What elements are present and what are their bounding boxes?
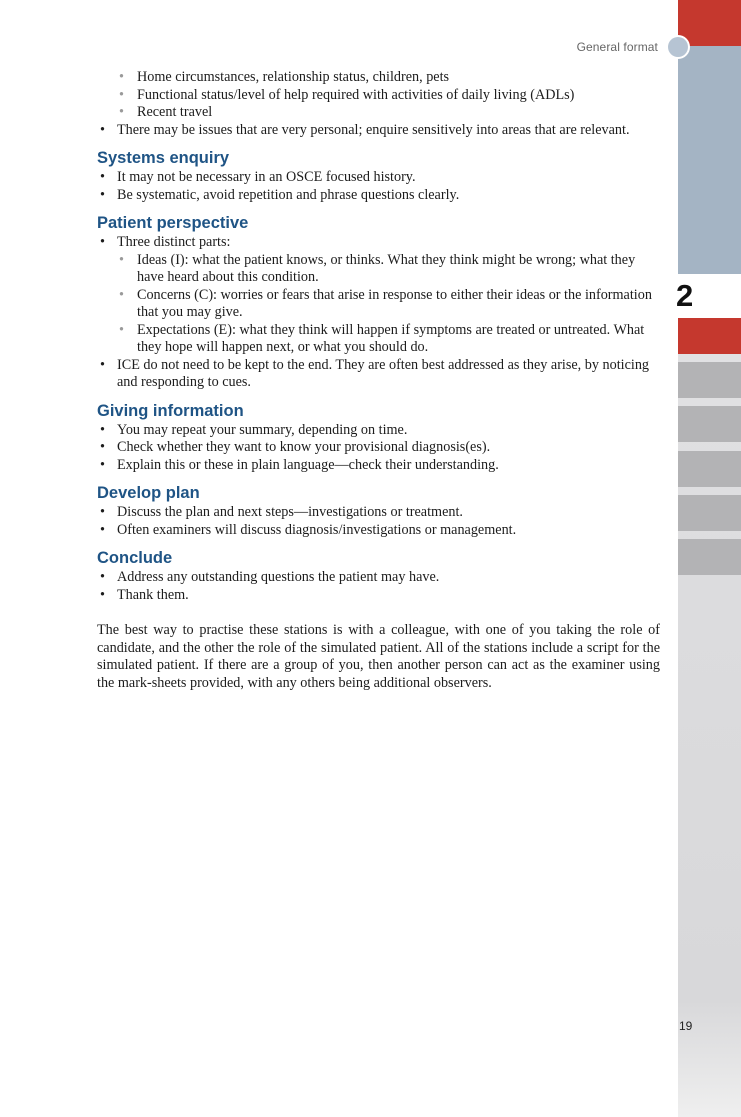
section-heading: Patient perspective [97, 214, 249, 232]
section-heading: Systems enquiry [97, 149, 230, 167]
list-item: • Be systematic, avoid repetition and phrase questions clearly. [97, 187, 660, 205]
page-number: 19 [679, 1019, 693, 1033]
section-heading: Giving information [97, 401, 244, 420]
main-content [97, 69, 660, 707]
list-item: • ICE do not need to be kept to the end. They are often best addressed as they arise, by noticing and responding to cues. [97, 357, 660, 392]
list-item: • Explain this or these in plain language—check their understanding. [97, 457, 660, 475]
list-item: • You may repeat your summary, depending on time. [97, 422, 660, 440]
section-heading: Conclude [97, 549, 173, 567]
header-dot-icon [668, 37, 688, 57]
chapter-number: 2 [676, 278, 694, 313]
patient-perspective-list [97, 234, 660, 392]
list-item: • Concerns (C): worries or fears that arise in response to either their ideas or the information that you may give. [97, 287, 660, 322]
list-item: • Ideas (I): what the patient knows, or thinks. What they think might be wrong; what they have heard about this condition. [97, 252, 660, 287]
conclude-list [97, 569, 660, 604]
list-item: • Functional status/level of help required with activities of daily living (ADLs) [97, 87, 660, 105]
thumb-tab-grey [678, 362, 741, 398]
list-item: • Home circumstances, relationship status, children, pets [97, 69, 660, 87]
thumb-tab-red-top [678, 0, 741, 46]
thumb-tab-grey [678, 451, 741, 487]
intro-list [97, 69, 660, 139]
list-item: • Expectations (E): what they think will happen if symptoms are treated or untreated. What they hope will happen next, or what you should do. [97, 322, 660, 357]
develop-plan-list [97, 504, 660, 539]
closing-paragraph: The best way to practise these stations is with a colleague, with one of you taking the role of candidate, and the other the role of the simulated patient. All of the stations include a script for the simulated patient. If there are a group of you, then another person can act as the examiner using the mark-sheets provided, with any others being additional observers. [97, 622, 660, 691]
list-item: • Thank them. [97, 587, 660, 605]
list-item: • It may not be necessary in an OSCE focused history. [97, 169, 660, 187]
section-heading: Develop plan [97, 484, 200, 502]
list-item: • Discuss the plan and next steps—investigations or treatment. [97, 504, 660, 522]
list-item: • Check whether they want to know your provisional diagnosis(es). [97, 439, 660, 457]
giving-information-list [97, 422, 660, 475]
systems-enquiry-list [97, 169, 660, 204]
thumb-tab-red-active [678, 318, 741, 354]
thumb-tab-grey [678, 406, 741, 442]
thumb-tab-blue [678, 46, 741, 274]
list-item: • Often examiners will discuss diagnosis/investigations or management. [97, 522, 660, 540]
list-item: • Recent travel [97, 104, 660, 122]
list-item: • Address any outstanding questions the patient may have. [97, 569, 660, 587]
list-item: • There may be issues that are very personal; enquire sensitively into areas that are relevant. [97, 122, 660, 140]
running-head: General format [576, 40, 658, 54]
list-item: • Three distinct parts: [97, 234, 660, 252]
thumb-tab-grey [678, 495, 741, 531]
thumb-tab-grey [678, 539, 741, 575]
